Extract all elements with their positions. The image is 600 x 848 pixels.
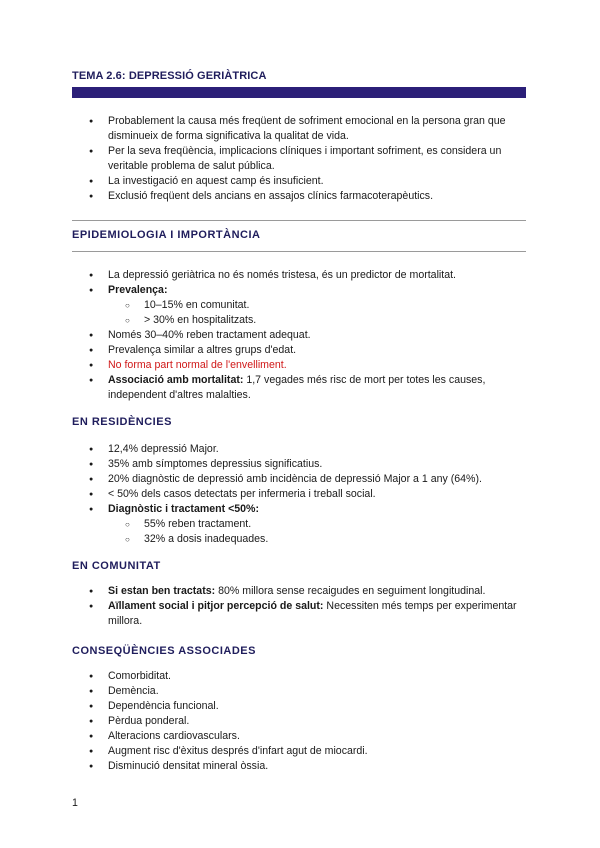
list-item [108, 283, 528, 328]
list-item: ● Demència. [108, 684, 528, 699]
list-item: ● Dependència funcional. [108, 699, 528, 714]
list-item: ○ 32% a dosis inadequades. [144, 532, 528, 547]
list-item [108, 584, 528, 599]
residences-list [108, 442, 528, 547]
list-item: ● Per la seva freqüència, implicacions clíniques i important sofriment, es considera un veritable problema de salut pública. [108, 144, 528, 174]
list-item: ● La investigació en aquest camp és insuficient. [108, 174, 528, 189]
list-item [108, 502, 528, 547]
page-title: TEMA 2.6: DEPRESSIÓ GERIÀTRICA [72, 70, 267, 82]
mortality-text: 1,7 vegades més risc de mort per totes les causes, independent d'altres malalties. [108, 374, 486, 401]
isolation-text: Necessiten més temps per experimentar millora. [108, 600, 517, 627]
section-heading-residences: EN RESIDÈNCIES [72, 416, 172, 428]
title-bar [72, 87, 526, 98]
list-item-highlight: ● No forma part normal de l'envelliment. [108, 358, 528, 373]
divider [72, 251, 526, 252]
isolation-label: Aïllament social i pitjor percepció de salut: [108, 600, 324, 612]
section-heading-community: EN COMUNITAT [72, 560, 161, 572]
list-item: ● Pèrdua ponderal. [108, 714, 528, 729]
page-number: 1 [72, 797, 78, 809]
list-item: ● Només 30–40% reben tractament adequat. [108, 328, 528, 343]
list-item: ○ > 30% en hospitalitzats. [144, 313, 528, 328]
list-item: ● 35% amb símptomes depressius significatius. [108, 457, 528, 472]
list-item: ● La depressió geriàtrica no és només tristesa, és un predictor de mortalitat. [108, 268, 528, 283]
treated-text: 80% millora sense recaigudes en seguiment longitudinal. [215, 585, 486, 597]
list-item: ● Alteracions cardiovasculars. [108, 729, 528, 744]
list-item: ● Comorbiditat. [108, 669, 528, 684]
diagnosis-sublist [108, 517, 528, 547]
epidemiology-list [108, 268, 528, 403]
diagnosis-label: Diagnòstic i tractament <50%: [108, 503, 260, 515]
list-item: ● 12,4% depressió Major. [108, 442, 528, 457]
consequences-list [108, 669, 528, 774]
divider [72, 220, 526, 221]
prevalence-sublist [108, 298, 528, 328]
list-item: ○ 10–15% en comunitat. [144, 298, 528, 313]
list-item: ● 20% diagnòstic de depressió amb incidència de depressió Major a 1 any (64%). [108, 472, 528, 487]
treated-label: Si estan ben tractats: [108, 585, 216, 597]
intro-list [108, 114, 528, 204]
list-item: ● Disminució densitat mineral òssia. [108, 759, 528, 774]
section-heading-epidemiology: EPIDEMIOLOGIA I IMPORTÀNCIA [72, 229, 261, 241]
list-item [108, 373, 528, 403]
prevalence-label: Prevalença: [108, 284, 168, 296]
list-item: ● Prevalença similar a altres grups d'edat. [108, 343, 528, 358]
list-item [108, 599, 528, 629]
list-item: ● < 50% dels casos detectats per infermeria i treball social. [108, 487, 528, 502]
mortality-label: Associació amb mortalitat: [108, 374, 244, 386]
list-item: ● Probablement la causa més freqüent de sofriment emocional en la persona gran que disminueix de forma significativa la qualitat de vida. [108, 114, 528, 144]
list-item: ○ 55% reben tractament. [144, 517, 528, 532]
list-item: ● Augment risc d'èxitus després d'infart agut de miocardi. [108, 744, 528, 759]
section-heading-consequences: CONSEQÜÈNCIES ASSOCIADES [72, 645, 256, 657]
list-item: ● Exclusió freqüent dels ancians en assajos clínics farmacoterapèutics. [108, 189, 528, 204]
community-list [108, 584, 528, 629]
